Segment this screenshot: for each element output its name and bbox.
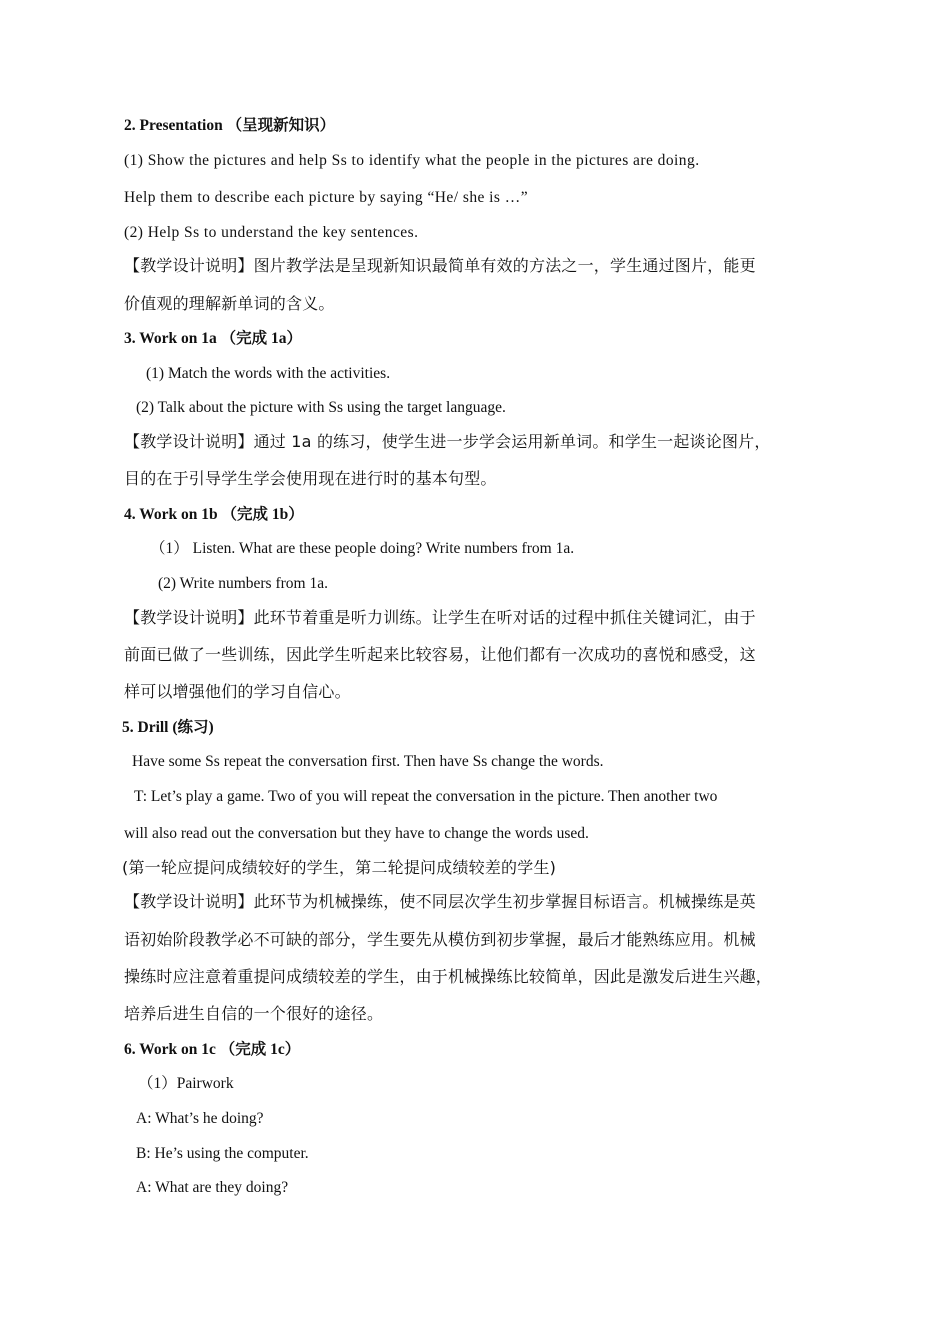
work-1c-step-1: （1）Pairwork xyxy=(138,1075,234,1092)
section-heading-drill: 5. Drill (练习) xyxy=(122,719,214,736)
work-1a-step-1: (1) Match the words with the activities. xyxy=(146,365,391,382)
design-note-drill: 【教学设计说明】此环节为机械操练，使不同层次学生初步掌握目标语言。机械操练是英 xyxy=(124,892,756,911)
design-note-presentation: 【教学设计说明】图片教学法是呈现新知识最简单有效的方法之一，学生通过图片，能更 xyxy=(124,256,756,275)
section-heading-work-1a: 3. Work on 1a （完成 1a） xyxy=(124,330,302,347)
presentation-step-1-cont: Help them to describe each picture by saying “He/ she is …” xyxy=(124,189,529,206)
drill-line-4: (第一轮应提问成绩较好的学生，第二轮提问成绩较差的学生) xyxy=(122,858,557,877)
dialog-line: B: He’s using the computer. xyxy=(136,1145,309,1162)
dialog-line: A: What are they doing? xyxy=(136,1179,289,1196)
presentation-step-2: (2) Help Ss to understand the key sentences. xyxy=(124,224,419,241)
design-note-work-1b-end: 样可以增强他们的学习自信心。 xyxy=(124,682,351,701)
dialog-line: A: What’s he doing? xyxy=(136,1110,264,1127)
section-heading-work-1b: 4. Work on 1b （完成 1b） xyxy=(124,506,304,523)
presentation-step-1: (1) Show the pictures and help Ss to identify what the people in the pictures are doing. xyxy=(124,152,700,169)
work-1b-step-1: （1） Listen. What are these people doing? Write numbers from 1a. xyxy=(150,540,575,557)
work-1a-step-2: (2) Talk about the picture with Ss using the target language. xyxy=(136,399,506,416)
section-heading-presentation: 2. Presentation （呈现新知识） xyxy=(124,117,336,134)
design-note-work-1b-cont: 前面已做了一些训练，因此学生听起来比较容易，让他们都有一次成功的喜悦和感受，这 xyxy=(124,645,756,664)
design-note-drill-end: 培养后进生自信的一个很好的途径。 xyxy=(124,1004,384,1023)
design-note-work-1a: 【教学设计说明】通过 1a 的练习，使学生进一步学会运用新单词。和学生一起谈论图片， xyxy=(124,432,771,451)
design-note-work-1a-cont: 目的在于引导学生学会使用现在进行时的基本句型。 xyxy=(124,469,497,488)
drill-line-1: Have some Ss repeat the conversation first. Then have Ss change the words. xyxy=(132,753,604,770)
design-note-work-1b: 【教学设计说明】此环节着重是听力训练。让学生在听对话的过程中抓住关键词汇，由于 xyxy=(124,608,756,627)
design-note-drill-cont-1: 语初始阶段教学必不可缺的部分，学生要先从模仿到初步掌握，最后才能熟练应用。机械 xyxy=(124,930,756,949)
work-1b-step-2: (2) Write numbers from 1a. xyxy=(158,575,328,592)
design-note-drill-cont-2: 操练时应注意着重提问成绩较差的学生，由于机械操练比较简单，因此是激发后进生兴趣， xyxy=(124,967,773,986)
design-note-presentation-cont: 价值观的理解新单词的含义。 xyxy=(124,294,335,313)
section-heading-work-1c: 6. Work on 1c （完成 1c） xyxy=(124,1041,301,1058)
drill-line-3: will also read out the conversation but they have to change the words used. xyxy=(124,825,589,842)
drill-line-2: T: Let’s play a game. Two of you will repeat the conversation in the picture. Then another two xyxy=(134,788,718,805)
